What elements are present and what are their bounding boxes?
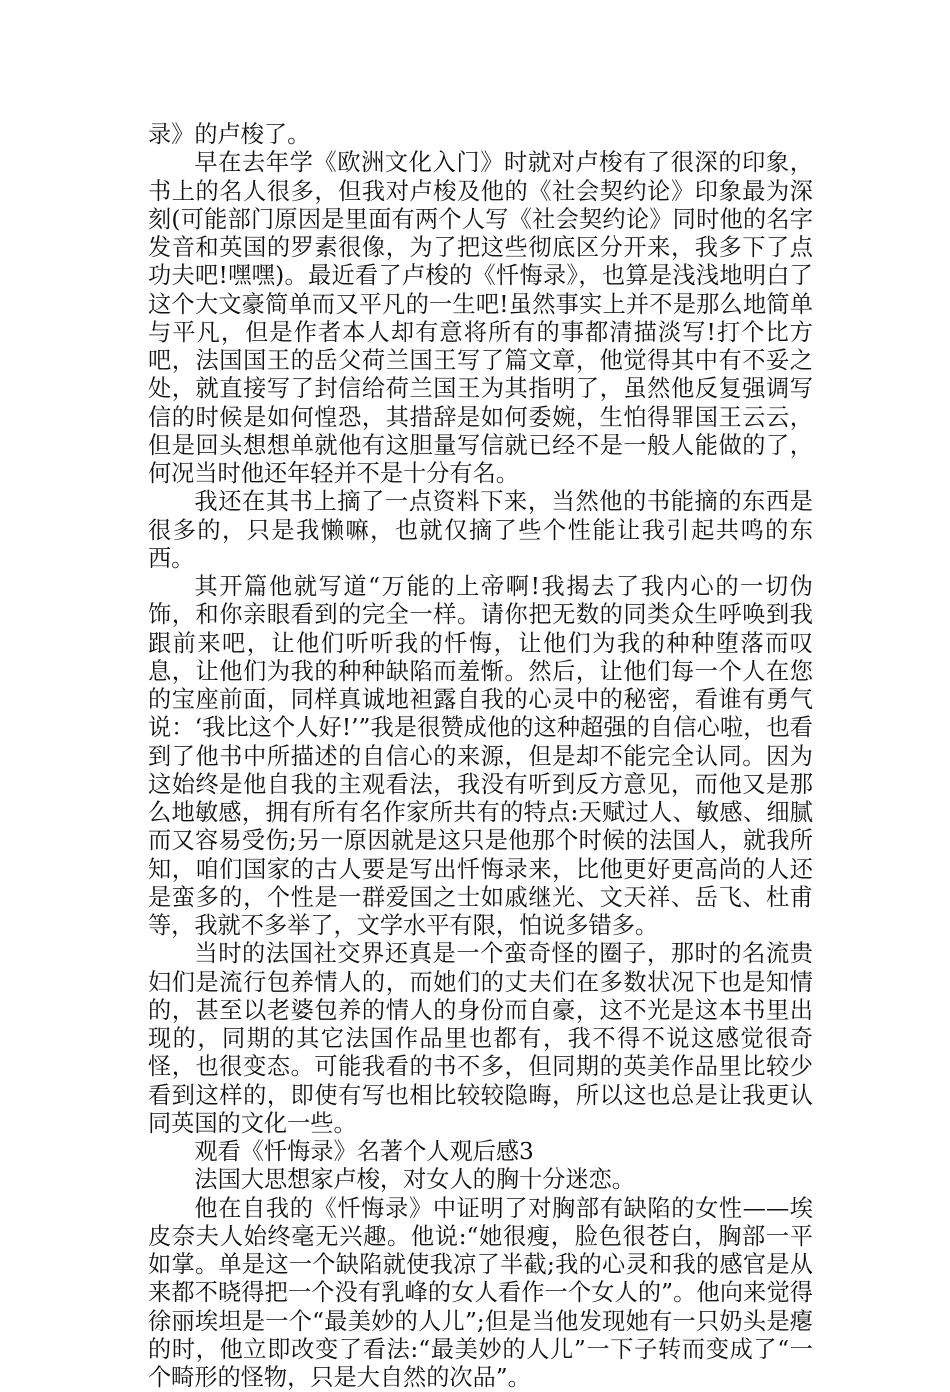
paragraph-2: 早在去年学《欧洲文化入门》时就对卢梭有了很深的印象，书上的名人很多，但我对卢梭及他的《社会契约论》印象最为深刻(可能部门原因是里面有两个人写《社会契约论》同时他的名字发音和英国的罗素很像，为了把这些彻底区分开来，我多下了点功夫吧!嘿嘿)。最近看了卢梭的《忏悔录》，也算是浅浅地明白了这个大文豪简单而又平凡的一生吧!虽然事实上并不是那么地简单与平凡，但是作者本人却有意将所有的事都清描淡写!打个比方吧，法国国王的岳父荷兰国王写了篇文章，他觉得其中有不妥之处，就直接写了封信给荷兰国王为其指明了，虽然他反复强调写信的时候是如何惶恐，其措辞是如何委婉，生怕得罪国王云云，但是回头想想单就他有这胆量写信就已经不是一般人能做的了，何况当时他还年轻并不是十分有名。 (148, 149, 813, 488)
paragraph-1: 录》的卢梭了。 (148, 121, 813, 149)
section-heading: 观看《忏悔录》名著个人观后感3 (148, 1138, 813, 1166)
paragraph-7: 法国大思想家卢梭，对女人的胸十分迷恋。 (148, 1166, 813, 1194)
paragraph-3: 我还在其书上摘了一点资料下来，当然他的书能摘的东西是很多的，只是我懒嘛，也就仅摘了些个性能让我引起共鸣的东西。 (148, 488, 813, 573)
document-body (148, 121, 813, 1392)
paragraph-8: 他在自我的《忏悔录》中证明了对胸部有缺陷的女性——埃皮奈夫人始终毫无兴趣。他说:“她很瘦，脸色很苍白，胸部一平如掌。单是这一个缺陷就使我凉了半截;我的心灵和我的感官是从来都不晓得把一个没有乳峰的女人看作一个女人的”。他向来觉得徐丽埃坦是一个“最美妙的人儿”;但是当他发现她有一只奶头是瘪的时，他立即改变了看法:“最美妙的人儿”一下子转而变成了“一个畸形的怪物，只是大自然的次品”。 (148, 1195, 813, 1392)
paragraph-4: 其开篇他就写道“万能的上帝啊!我揭去了我内心的一切伪饰，和你亲眼看到的完全一样。请你把无数的同类众生呼唤到我跟前来吧，让他们听听我的忏悔，让他们为我的种种堕落而叹息，让他们为我的种种缺陷而羞惭。然后，让他们每一个人在您的宝座前面，同样真诚地袒露自我的心灵中的秘密，看谁有勇气说：‘我比这个人好!’”我是很赞成他的这种超强的自信心啦，也看到了他书中所描述的自信心的来源，但是却不能完全认同。因为这始终是他自我的主观看法，我没有听到反方意见，而他又是那么地敏感，拥有所有名作家所共有的特点:天赋过人、敏感、细腻而又容易受伤;另一原因就是这只是他那个时候的法国人，就我所知，咱们国家的古人要是写出忏悔录来，比他更好更高尚的人还是蛮多的，个性是一群爱国之士如戚继光、文天祥、岳飞、杜甫等，我就不多举了，文学水平有限，怕说多错多。 (148, 573, 813, 940)
paragraph-5: 当时的法国社交界还真是一个蛮奇怪的圈子，那时的名流贵妇们是流行包养情人的，而她们的丈夫们在多数状况下也是知情的，甚至以老婆包养的情人的身份而自豪，这不光是这本书里出现的，同期的其它法国作品里也都有，我不得不说这感觉很奇怪，也很变态。可能我看的书不多，但同期的英美作品里比较少看到这样的，即使有写也相比较较隐晦，所以这也总是让我更认同英国的文化一些。 (148, 940, 813, 1138)
